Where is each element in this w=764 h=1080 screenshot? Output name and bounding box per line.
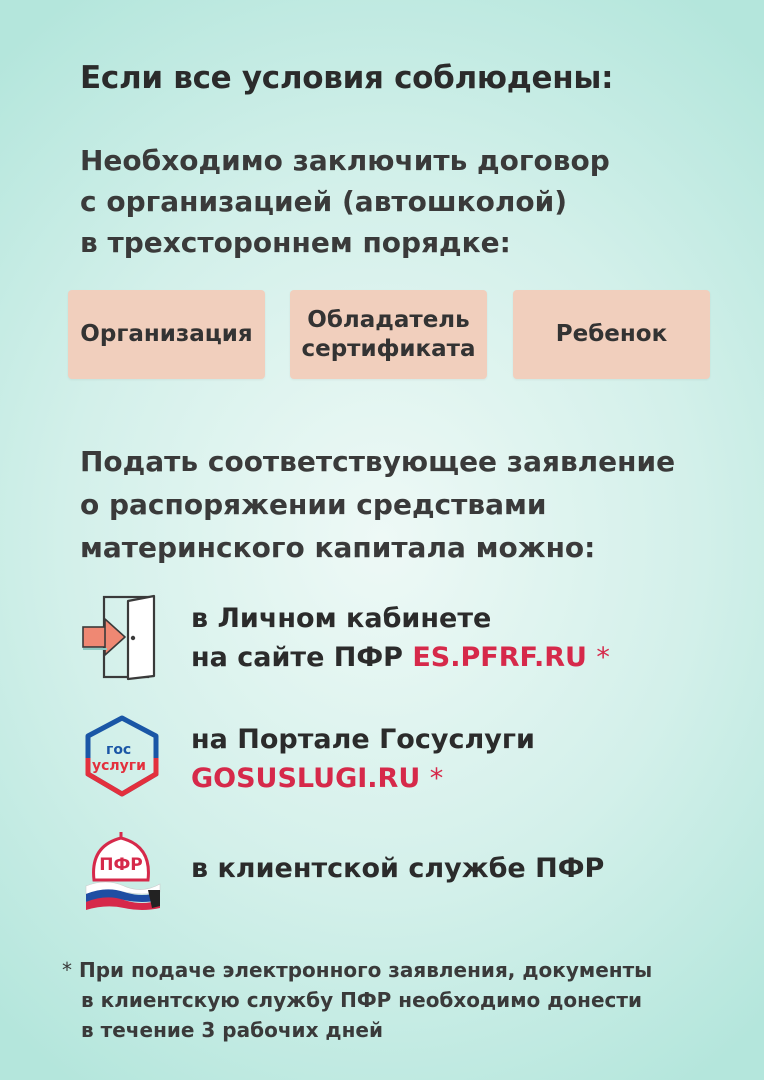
contract-parties: [68, 290, 711, 379]
method-line: в Личном кабинете: [191, 603, 492, 634]
contract-instructions-line: Необходимо заключить договор: [80, 144, 610, 177]
page-title: Если все условия соблюдены:: [80, 60, 614, 96]
footnote: [62, 955, 652, 1045]
contract-instructions: [80, 140, 610, 263]
method-client-service: [80, 832, 720, 912]
footnote-marker: *: [429, 763, 444, 794]
footnote-text: При подаче электронного заявления, документы: [78, 958, 653, 982]
party-certificate-holder-box: [290, 290, 487, 379]
party-label: Обладатель: [307, 306, 470, 333]
pfr-site-link[interactable]: ES.PFRF.RU: [412, 642, 587, 673]
application-instructions-line: о распоряжении средствами: [80, 488, 547, 521]
method-line-prefix: на сайте ПФР: [191, 642, 413, 673]
footnote-line: в течение 3 рабочих дней: [81, 1018, 383, 1042]
party-organization-box: [68, 290, 265, 379]
method-line: в клиентской службе ПФР: [191, 853, 605, 884]
method-gosuslugi: [80, 712, 720, 800]
party-label: Ребенок: [555, 321, 668, 347]
footnote-line: [62, 955, 652, 985]
gosuslugi-logo-text: гос: [106, 742, 132, 758]
method-personal-account: [80, 593, 720, 683]
footnote-star: *: [62, 958, 72, 982]
method-line: [191, 638, 610, 677]
footnote-marker: *: [596, 642, 610, 673]
pfr-logo-text: ПФР: [99, 855, 143, 875]
pfr-logo-icon: [80, 832, 162, 916]
application-instructions: [80, 440, 675, 569]
footnote-line: в клиентскую службу ПФР необходимо донести: [81, 988, 642, 1012]
gosuslugi-site-link[interactable]: GOSUSLUGI.RU: [191, 763, 421, 794]
method-text: [191, 599, 610, 677]
party-label: Организация: [80, 321, 253, 347]
application-instructions-line: Подать соответствующее заявление: [80, 445, 676, 478]
contract-instructions-line: с организацией (автошколой): [80, 185, 568, 218]
method-text: [191, 849, 604, 888]
contract-instructions-line: в трехстороннем порядке:: [80, 226, 511, 259]
method-text: [191, 720, 535, 798]
door-entry-icon: [80, 593, 162, 687]
party-label: сертификата: [301, 335, 476, 362]
application-instructions-line: материнского капитала можно:: [80, 531, 596, 564]
party-child-box: [513, 290, 710, 379]
method-line: [191, 759, 535, 798]
gosuslugi-logo-text: услуги: [92, 758, 146, 774]
method-line: на Портале Госуслуги: [191, 724, 535, 755]
gosuslugi-logo-icon: [80, 712, 164, 804]
